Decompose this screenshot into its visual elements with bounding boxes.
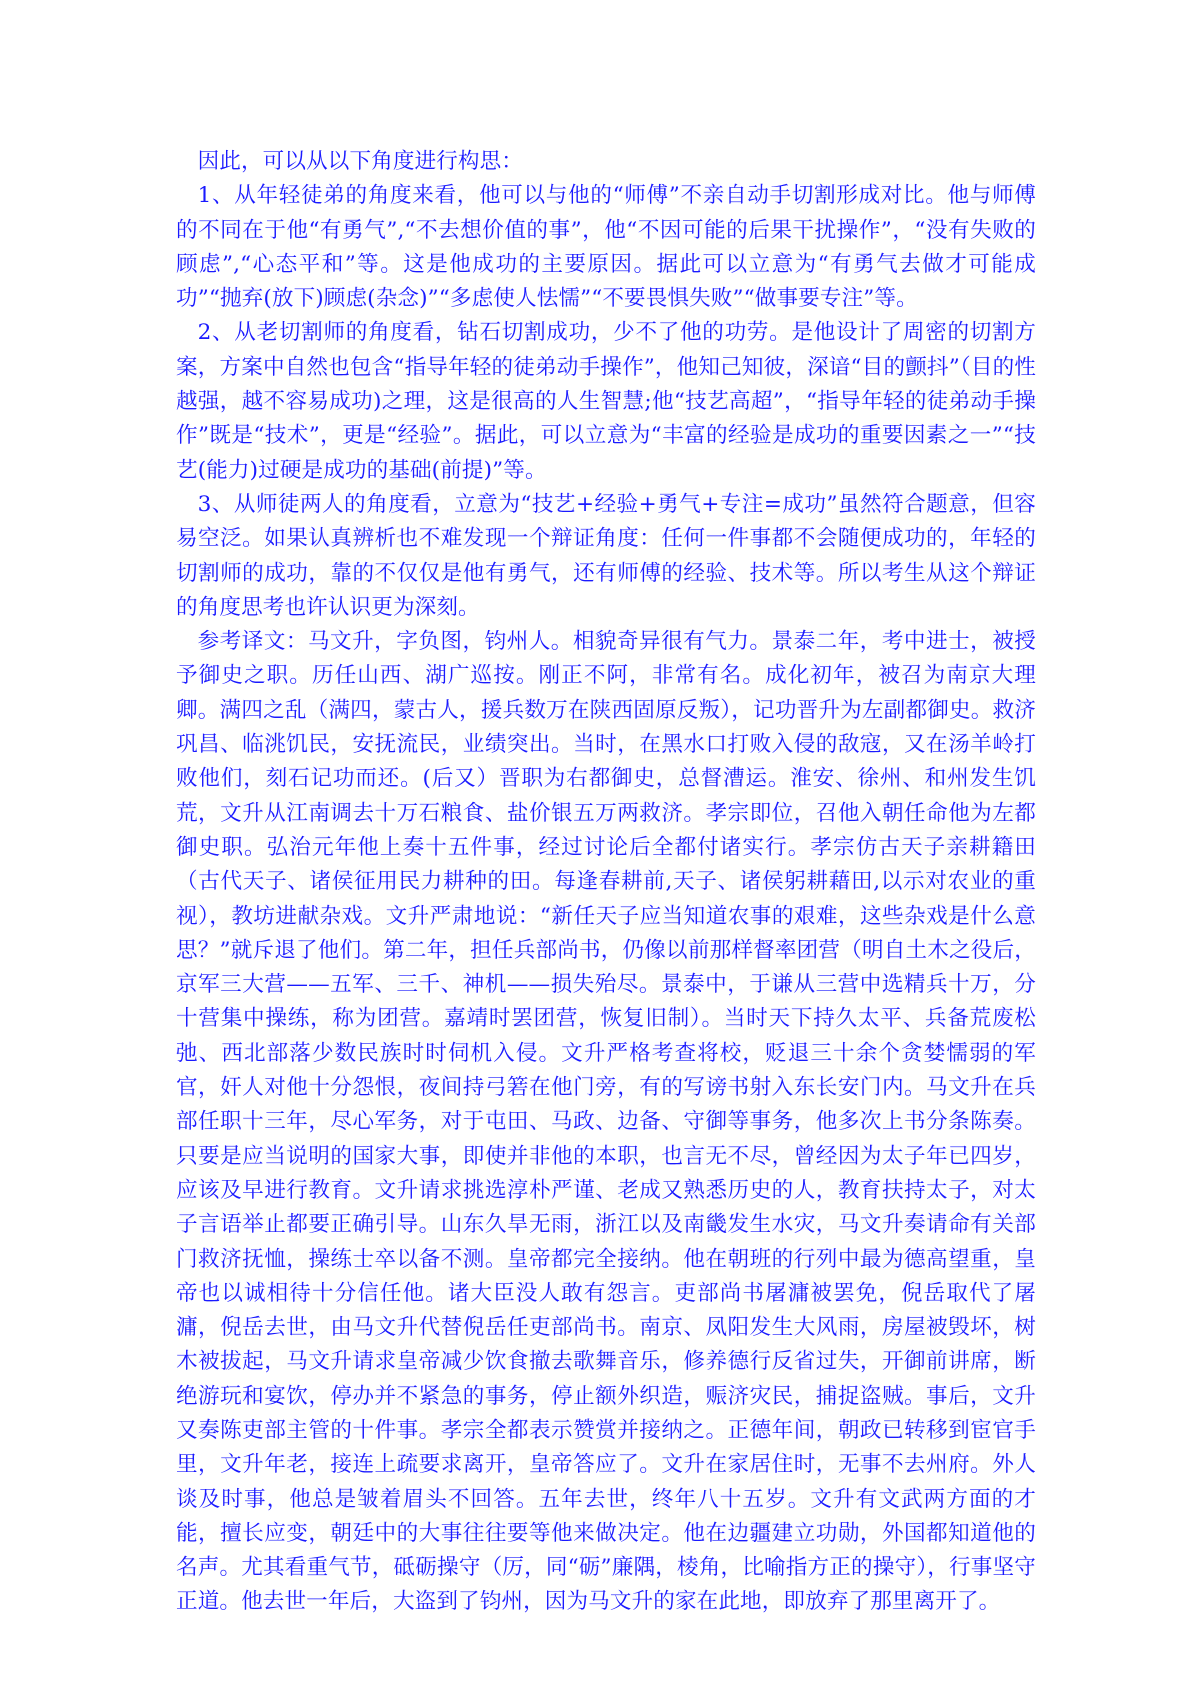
document-body [176, 145, 1036, 1620]
point-1-paragraph: 1、从年轻徒弟的角度来看，他可以与他的“师傅”不亲自动手切割形成对比。他与师傅的不同在于他“有勇气”,“不去想价值的事”，他“不因可能的后果干扰操作”，“没有失败的顾虑”,“心态平和”等。这是他成功的主要原因。据此可以立意为“有勇气去做才可能成功”“抛弃(放下)顾虑(杂念)”“多虑使人怯懦”“不要畏惧失败”“做事要专注”等。 [176, 183, 1036, 312]
intro-paragraph: 因此，可以从以下角度进行构思： [197, 149, 524, 174]
translation-paragraph: 参考译文：马文升，字负图，钧州人。相貌奇异很有气力。景泰二年，考中进士，被授予御史之职。历任山西、湖广巡按。刚正不阿，非常有名。成化初年，被召为南京大理卿。满四之乱（满四，蒙古人，援兵数万在陕西固原反叛），记功晋升为左副都御史。救济巩昌、临洮饥民，安抚流民，业绩突出。当时，在黑水口打败入侵的敌寇，又在汤羊岭打败他们，刻石记功而还。(后又）晋职为右都御史，总督漕运。淮安、徐州、和州发生饥荒，文升从江南调去十万石粮食、盐价银五万两救济。孝宗即位，召他入朝任命他为左都御史职。弘治元年他上奏十五件事，经过讨论后全都付诸实行。孝宗仿古天子亲耕籍田（古代天子、诸侯征用民力耕种的田。每逢春耕前,天子、诸侯躬耕藉田,以示对农业的重视），教坊进献杂戏。文升严肃地说：“新任天子应当知道农事的艰难，这些杂戏是什么意思？”就斥退了他们。第二年，担任兵部尚书，仍像以前那样督率团营（明自土木之役后，京军三大营——五军、三千、神机——损失殆尽。景泰中，于谦从三营中选精兵十万，分十营集中操练，称为团营。嘉靖时罢团营，恢复旧制）。当时天下持久太平、兵备荒废松弛、西北部落少数民族时时伺机入侵。文升严格考查将校，贬退三十余个贪婪懦弱的军官，奸人对他十分怨恨，夜间持弓箬在他门旁，有的写谤书射入东长安门内。马文升在兵部任职十三年，尽心军务，对于屯田、马政、边备、守御等事务，他多次上书分条陈奏。只要是应当说明的国家大事，即使并非他的本职，也言无不尽，曾经因为太子年已四岁，应该及早进行教育。文升请求挑选淳朴严谨、老成又熟悉历史的人，教育扶持太子，对太子言语举止都要正确引导。山东久旱无雨，浙江以及南畿发生水灾，马文升奏请命有关部门救济抚恤，操练士卒以备不测。皇帝都完全接纳。他在朝班的行列中最为德高望重，皇帝也以诚相待十分信任他。诸大臣没人敢有怨言。吏部尚书屠滽被罢免，倪岳取代了屠滽，倪岳去世，由马文升代替倪岳任吏部尚书。南京、凤阳发生大风雨，房屋被毁坏，树木被拔起，马文升请求皇帝减少饮食撤去歌舞音乐，修养德行反省过失，开御前讲席，断绝游玩和宴饮，停办并不紧急的事务，停止额外织造，赈济灾民，捕捉盗贼。事后，文升又奏陈吏部主管的十件事。孝宗全都表示赞赏并接纳之。正德年间，朝政已转移到宦官手里，文升年老，接连上疏要求离开，皇帝答应了。文升在家居住时，无事不去州府。外人谈及时事，他总是皱着眉头不回答。五年去世，终年八十五岁。文升有文武两方面的才能，擅长应变，朝廷中的大事往往要等他来做决定。他在边疆建立功勋，外国都知道他的名声。尤其看重气节，砥砺操守（厉，同“砺”廉隅，棱角，比喻指方正的操守），行事坚守正道。他去世一年后，大盗到了钧州，因为马文升的家在此地，即放弃了那里离开了。 [176, 629, 1036, 1615]
point-3-paragraph: 3、从师徒两人的角度看，立意为“技艺+经验+勇气+专注=成功”虽然符合题意，但容易空泛。如果认真辨析也不难发现一个辩证角度：任何一件事都不会随便成功的，年轻的切割师的成功，靠的不仅仅是他有勇气，还有师傅的经验、技术等。所以考生从这个辩证的角度思考也许认识更为深刻。 [176, 491, 1036, 620]
point-2-paragraph: 2、从老切割师的角度看，钻石切割成功，少不了他的功劳。是他设计了周密的切割方案，方案中自然也包含“指导年轻的徒弟动手操作”，他知己知彼，深谙“目的颤抖”（目的性越强，越不容易成功)之理，这是很高的人生智慧;他“技艺高超”，“指导年轻的徒弟动手操作”既是“技术”，更是“经验”。据此，可以立意为“丰富的经验是成功的重要因素之一”“技艺(能力)过硬是成功的基础(前提)”等。 [176, 320, 1036, 483]
